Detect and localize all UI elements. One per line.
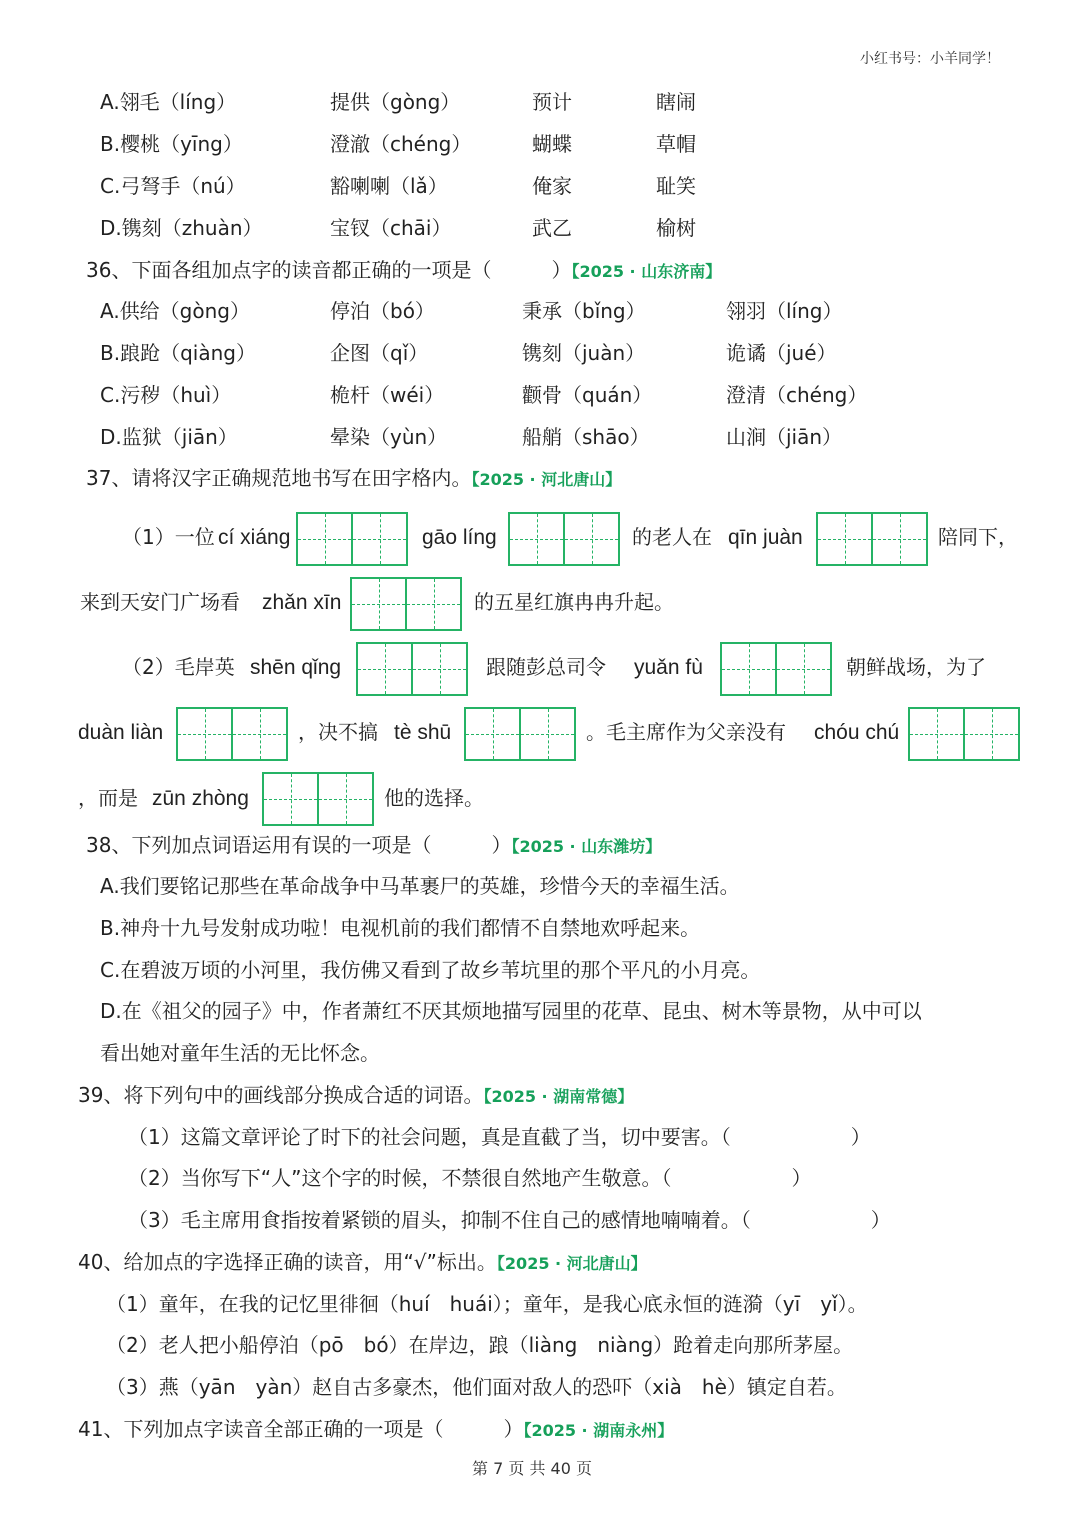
q36-a-1: A.供给（gòng） [100, 299, 250, 323]
q38-option-d: D.在《祖父的园子》中，作者萧红不厌其烦地描写园里的花草、昆虫、树木等景物，从中可以 [100, 999, 922, 1023]
q35-c-2: 豁喇喇（lǎ） [330, 174, 448, 198]
watermark: 小红书号：小羊同学！ [860, 51, 1000, 67]
q36-d-4: 山涧（jiān） [726, 425, 843, 449]
q37-p1-text-2: 陪同下， [938, 525, 1018, 549]
q35-d-4: 榆树 [656, 216, 696, 240]
tianzige-box-7[interactable] [176, 707, 288, 761]
q39-item-2: （2）当你写下“人”这个字的时候，不禁很自然地产生敬意。（ ） [128, 1166, 812, 1190]
tianzige-box-2[interactable] [508, 512, 620, 566]
q38-stem [86, 835, 661, 855]
q36-a-2: 停泊（bó） [330, 299, 435, 323]
q40-stem-text: 40、给加点的字选择正确的读音，用“√”标出。 [78, 1250, 497, 1274]
q36-a-4: 翎羽（líng） [726, 299, 843, 323]
q35-d-3: 武乙 [532, 216, 572, 240]
pinyin-te-shu: tè shū [394, 721, 452, 744]
q37-source-tag: 【2025 · 河北唐山】 [471, 470, 622, 489]
q41-source-tag: 【2025 · 湖南永州】 [523, 1421, 674, 1440]
q35-d-1: D.镌刻（zhuàn） [100, 216, 263, 240]
q36-b-4: 诡谲（jué） [726, 341, 837, 365]
q41-stem [78, 1419, 673, 1439]
q39-stem [78, 1085, 633, 1105]
q37-p2-text-5: ，而是 [78, 786, 138, 810]
q37-p1-text-4: 的五星红旗冉冉升起。 [474, 590, 674, 614]
q36-c-3: 颧骨（quán） [522, 383, 653, 407]
q39-item-1: （1）这篇文章评论了时下的社会问题，真是直截了当，切中要害。（ ） [128, 1125, 871, 1149]
q40-item-2: （2）老人把小船停泊（pō bó）在岸边，踉（liàng niàng）跄着走向那所茅屋。 [106, 1333, 854, 1357]
pinyin-qin-juan: qīn juàn [728, 526, 803, 549]
q35-a-2: 提供（gòng） [330, 90, 461, 114]
pinyin-ci-xiang: cí xiáng [218, 526, 291, 549]
q37-stem [86, 468, 621, 488]
q36-b-3: 镌刻（juàn） [522, 341, 646, 365]
tianzige-box-3[interactable] [816, 512, 928, 566]
q36-b-2: 企图（qǐ） [330, 341, 429, 365]
q35-b-3: 蝴蝶 [532, 132, 572, 156]
q39-item-3: （3）毛主席用食指按着紧锁的眉头，抑制不住自己的感情地喃喃着。（ ） [128, 1208, 891, 1232]
q37-p1-text-1: 的老人在 [632, 525, 712, 549]
q35-b-1: B.樱桃（yīng） [100, 132, 243, 156]
q36-a-3: 秉承（bǐng） [522, 299, 646, 323]
tianzige-box-8[interactable] [464, 707, 576, 761]
q37-p2-text-6: 他的选择。 [384, 786, 484, 810]
pinyin-chou-chu: chóu chú [814, 721, 900, 744]
page-number: 第 7 页 共 40 页 [472, 1459, 592, 1478]
q37-p2-text-3: ，决不搞 [298, 720, 378, 744]
q38-source-tag: 【2025 · 山东潍坊】 [511, 837, 662, 856]
pinyin-gao-ling: gāo líng [422, 526, 497, 549]
q35-a-4: 瞎闹 [656, 90, 696, 114]
q36-stem [86, 260, 721, 280]
q38-stem-text: 38、下列加点词语运用有误的一项是（ ） [86, 833, 512, 857]
q37-p2-text-1: 跟随彭总司令 [486, 655, 606, 679]
tianzige-box-4[interactable] [350, 577, 462, 631]
q37-p1-text-3: 来到天安门广场看 [80, 590, 240, 614]
q39-source-tag: 【2025 · 湖南常德】 [483, 1087, 634, 1106]
q35-d-2: 宝钗（chāi） [330, 216, 452, 240]
q38-option-a: A.我们要铭记那些在革命战争中马革裹尸的英雄，珍惜今天的幸福生活。 [100, 874, 740, 898]
q36-source-tag: 【2025 · 山东济南】 [571, 262, 722, 281]
pinyin-zhan-xin: zhǎn xīn [262, 591, 342, 614]
q35-b-4: 草帽 [656, 132, 696, 156]
q35-c-1: C.弓弩手（nú） [100, 174, 246, 198]
q38-option-c: C.在碧波万顷的小河里，我仿佛又看到了故乡苇坑里的那个平凡的小月亮。 [100, 958, 761, 982]
q35-c-3: 俺家 [532, 174, 572, 198]
tianzige-box-1[interactable] [296, 512, 408, 566]
tianzige-box-10[interactable] [262, 772, 374, 826]
tianzige-box-9[interactable] [908, 707, 1020, 761]
q36-d-2: 晕染（yùn） [330, 425, 448, 449]
q35-a-1: A.翎毛（líng） [100, 90, 237, 114]
q40-item-3: （3）燕（yān yàn）赵自古多豪杰，他们面对敌人的恐吓（xià hè）镇定自若。 [106, 1375, 847, 1399]
q37-p2-lead: （2）毛岸英 [122, 655, 235, 679]
q35-b-2: 澄澈（chéng） [330, 132, 472, 156]
q35-a-3: 预计 [532, 90, 572, 114]
q37-p1-lead: （1）一位 [122, 525, 215, 549]
q40-stem [78, 1252, 647, 1272]
q35-c-4: 耻笑 [656, 174, 696, 198]
pinyin-shen-qing: shēn qǐng [250, 656, 342, 679]
q36-c-1: C.污秽（huì） [100, 383, 232, 407]
q39-stem-text: 39、将下列句中的画线部分换成合适的词语。 [78, 1083, 484, 1107]
q36-c-2: 桅杆（wéi） [330, 383, 445, 407]
pinyin-duan-lian: duàn liàn [78, 721, 164, 744]
q37-p2-text-2: 朝鲜战场，为了 [846, 655, 986, 679]
q36-d-3: 船艄（shāo） [522, 425, 650, 449]
tianzige-box-6[interactable] [720, 642, 832, 696]
q41-stem-text: 41、下列加点字读音全部正确的一项是（ ） [78, 1417, 524, 1441]
q37-stem-text: 37、请将汉字正确规范地书写在田字格内。 [86, 466, 472, 490]
q36-stem-text: 36、下面各组加点字的读音都正确的一项是（ ） [86, 258, 572, 282]
q36-c-4: 澄清（chéng） [726, 383, 868, 407]
q37-p2-text-4: 。毛主席作为父亲没有 [586, 720, 786, 744]
q38-option-b: B.神舟十九号发射成功啦！电视机前的我们都情不自禁地欢呼起来。 [100, 916, 701, 940]
q38-option-d-cont: 看出她对童年生活的无比怀念。 [100, 1041, 380, 1065]
pinyin-zun-zhong: zūn zhòng [152, 787, 249, 810]
q36-d-1: D.监狱（jiān） [100, 425, 238, 449]
tianzige-box-5[interactable] [356, 642, 468, 696]
q40-source-tag: 【2025 · 河北唐山】 [496, 1254, 647, 1273]
q36-b-1: B.踉跄（qiàng） [100, 341, 256, 365]
q40-item-1: （1）童年，在我的记忆里徘徊（huí huái）；童年，是我心底永恒的涟漪（yī yǐ）。 [106, 1292, 868, 1316]
pinyin-yuan-fu: yuǎn fù [634, 656, 703, 679]
